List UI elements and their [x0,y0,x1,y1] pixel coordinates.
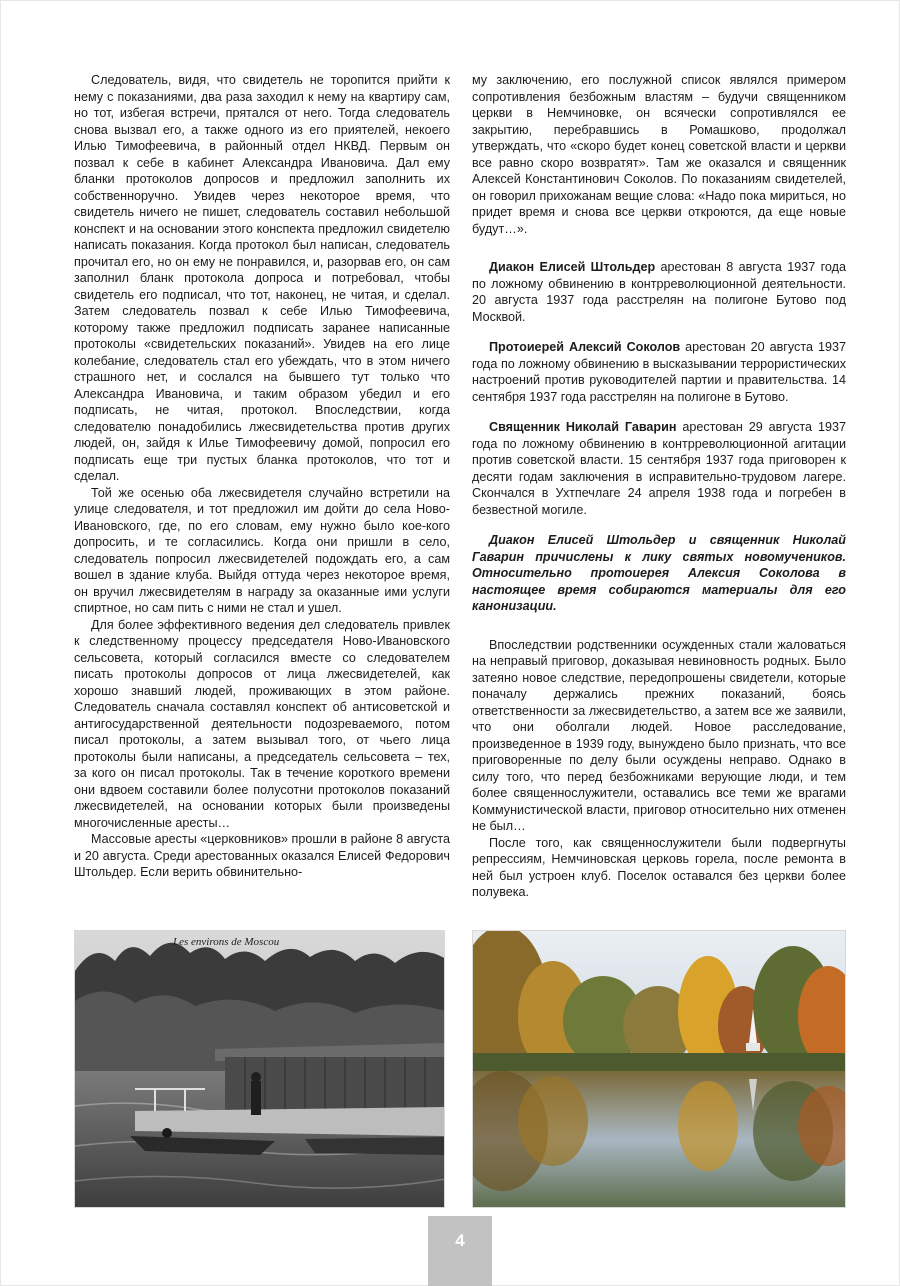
right-paragraph-2: Впоследствии родственники осужденных стали жаловаться на неправый приговор, доказывая невиновность родных. Было затеяно новое следствие, передопрошены свидетели, которые поначалу держались прежних показаний, боясь ответственности за лжесвидетельство, а затем все же заявили, что они оболгали людей. Новое расследование, произведенное в 1939 году, вынуждено было признать, что все приговоренные по делу были осуждены неправо. Однако в силу того, что перед безбожниками верующие люди, и тем более священнослужители, оставались все теми же врагами Коммунистической власти, приговор относительно них отменен не был… [472,637,846,833]
left-paragraph-1: Следователь, видя, что свидетель не торопится прийти к нему с показаниями, два раза заходил к нему на квартиру сам, но тот, избегая встречи, прятался от него. Тогда следователь снова вызвал его, а также одного из его приятелей, некоего Илью Тимофеевича, в районный отдел НКВД. Первым он позвал к себе в кабинет Александра Ивановича. Дал ему бланки протоколов допросов и предложил заполнить их собственноручно. Увидев через некоторое время, что свидетель ничего не пишет, следователь составил небольшой конспект и на основании этого конспекта предложил свидетелю написать показания. Когда протокол был написан, следователь прочитал его, но он ему не понравился, и, разорвав его, он сам заполнил бланк протокола допроса и потребовал, чтобы свидетель его подписал, что тот, наконец, не читая, и сделал. Затем следователь позвал к себе Илью Тимофеевича, которому также предложил подписать заранее написанные протоколы «свидетельских показаний». Увидев на его лице колебание, следователь стал его убеждать, что в этом ничего страшного нет, и сослался на бывшего тут только что Александра Ивановича, и таким образом убедил и его подписать, не читая, протокол. Впоследствии, когда следователю понадобились лжесвидетельства против других людей, он, зайдя к Илье Тимофеевичу домой, попросил его подписать еще три пустых бланка протоколов, что тот и сделал. [74,73,450,483]
biography-text: арестован 29 августа 1937 года по ложному обвинению в контрреволюционной агитации против советской власти. 15 сентября 1937 года приговорен к десяти годам заключения в исправительно-трудовом лагере. Скончался в Ухтпечлаге 24 апреля 1938 года и погребен в безвестной могиле. [472,420,846,517]
canonization-note: Диакон Елисей Штольдер и священник Николай Гаварин причислены к лику святых новомучеников. Относительно протоиерея Алексия Соколова в настоящее время собираются материалы для его канонизации. [472,533,846,613]
biography-text: арестован 8 августа 1937 года по ложному обвинению в контрреволюционной деятельности. 20 августа 1937 года расстрелян на полигоне Бутово под Москвой. [472,260,846,324]
vintage-boathouse-photo [74,930,445,1208]
right-paragraph-3: После того, как священнослужители были подвергнуты репрессиям, Немчиновская церковь горела, после ремонта в ней был устроен клуб. Поселок оставался без церкви более полувека. [472,835,846,899]
left-paragraph-4: Массовые аресты «церковников» прошли в районе 8 августа и 20 августа. Среди арестованных оказался Елисей Федорович Штольдер. Если верить обвинительно- [74,832,450,879]
autumn-pond-photo [472,930,846,1208]
vintage-boathouse-illustration [75,931,445,1208]
right-paragraph-1: му заключению, его послужной список являлся примером сопротивления безбожным властям – будучи священником церкви в Немчиновке, он всячески сопротивлялся ее закрытию, перебравшись в Ромашково, продолжал утверждать, что «скоро будет конец советской власти и церкви все равно скоро возвратят». Там же оказался и священник Алексей Константинович Соколов. По показаниям свидетелей, он говорил прихожанам вещие слова: «Надо пока мириться, но придет время и снова все церкви откроются, да еще новые будут…». [472,73,846,236]
biography-name: Протоиерей Алексий Соколов [489,340,681,354]
page-number: 4 [428,1216,492,1286]
autumn-pond-illustration [473,931,846,1208]
biography-shtolder [472,259,846,325]
biography-gavarin [472,419,846,518]
biography-text: арестован 20 августа 1937 года по ложному обвинению в высказывании террористических настроений против руководителей партии и правительства. 14 сентября 1937 года расстрелян на полигоне в Бутово. [472,340,846,404]
biography-name: Священник Николай Гаварин [489,420,677,434]
biography-sokolov [472,339,846,405]
left-paragraph-3: Для более эффективного ведения дел следователь привлек к следственному процессу председателя Ново-Ивановского сельсовета, который согласился вместе со следователем писать протоколы допросов от лица лжесвидетелей, как хорошо знавший людей, проживающих в этом районе. Следователь сначала составлял конспект об антисоветской и антигосударственной деятельности подозреваемого, потом писал протоколы, а затем вызывал того, от чьего лица протоколы были написаны, а председатель сельсовета – тех, за кого он писал протоколы. Так в течение короткого времени они вдвоем составили более полусотни протоколов показаний лжесвидетелей, на основании которых были произведены многочисленные аресты… [74,617,450,830]
biography-name: Диакон Елисей Штольдер [489,260,656,274]
left-column [74,72,450,881]
postcard-caption: Les environs de Moscou [173,936,280,948]
right-column [472,72,846,901]
left-paragraph-2: Той же осенью оба лжесвидетеля случайно встретили на улице следователя, и тот предложил им дойти до села Ново-Ивановского, где, по его словам, ему нужно было кое-кого допросить, и те согласились. Когда они пришли в село, следователь попросил лжесвидетелей подождать его, а сам вошел в здание клуба. Выйдя оттуда через некоторое время, он вручил лжесвидетелям в награду за оказанные ими услуги спиртное, но сам пить с ними не стал и ушел. [74,485,450,615]
